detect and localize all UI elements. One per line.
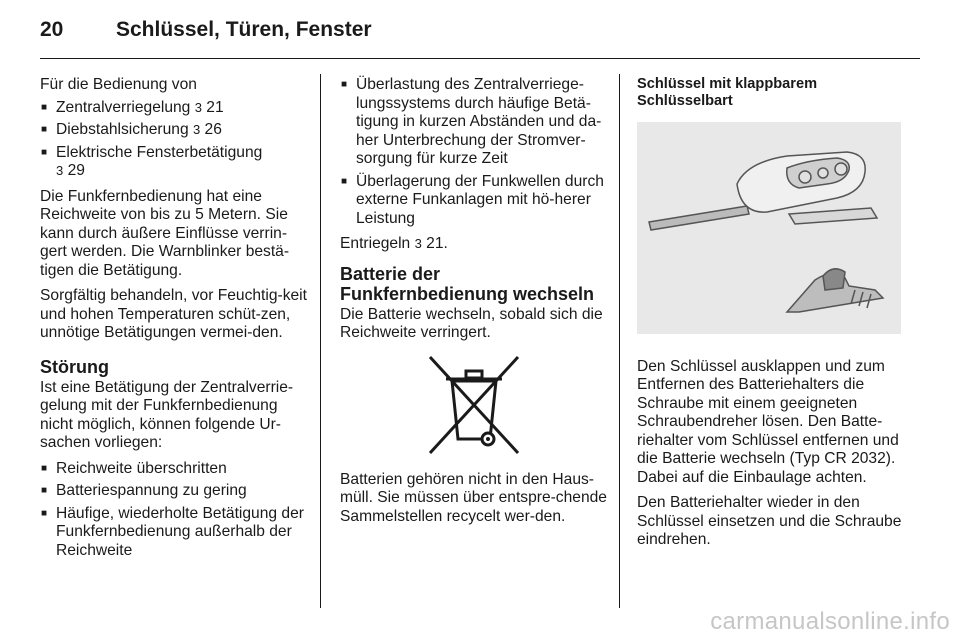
cause-list <box>40 460 312 561</box>
fault-text: Ist eine Betätigung der Zentralverrie-gelung mit der Funkfernbedienung nicht möglich, können folgende Ur-sachen vorliegen: <box>40 378 294 451</box>
care-text: Sorgfältig behandeln, vor Feuchtig-keit und hohen Temperaturen schüt-zen, unnötige Betätigungen vermei-den. <box>40 287 307 341</box>
page-ref-icon: 3 <box>192 122 201 137</box>
page-ref-icon: 3 <box>56 163 64 178</box>
list-item: ■ Überlastung des Zentralverriege-lungssystems durch häufige Betä-tigung in kurzen Abständen und da-her Unterbrechung der Stromver-sorgung für kurze Zeit <box>340 76 608 169</box>
page-header <box>40 18 372 48</box>
page-ref-link[interactable]: 29 <box>67 162 85 179</box>
page-title: Schlüssel, Türen, Fenster <box>116 18 372 41</box>
watermark: carmanualsonline.info <box>710 608 950 635</box>
key-steps-text: Den Schlüssel ausklappen und zum Entfernen des Batteriehalters die Schraube mit einem geeigneten Schraubendreher lösen. Den Batte-riehalter vom Schlüssel entfernen und die Batterie wechseln (Typ CR 2032). Dabei auf die Einbaulage achten. <box>637 357 899 486</box>
page-ref-icon: 3 <box>194 99 202 115</box>
battery-text: Die Batterie wechseln, sobald sich die Reichweite verringert. <box>340 305 603 341</box>
battery-heading: Batterie der Funkfernbedienung wechseln <box>340 263 595 304</box>
column-3 <box>637 76 907 557</box>
key-subheading: Schlüssel mit klappbarem Schlüsselbart <box>637 76 818 109</box>
column-2 <box>340 76 608 533</box>
list-item: ■ Reichweite überschritten <box>40 460 312 479</box>
function-list <box>40 99 312 181</box>
unlock-text: Entriegeln 3 21. <box>340 235 448 252</box>
list-item: ■ Zentralverriegelung 3 21 <box>40 99 312 118</box>
list-item: ■ Häufige, wiederholte Betätigung der Funkfernbedienung außerhalb der Reichweite <box>40 505 312 561</box>
column-divider-2 <box>619 74 620 608</box>
page-number: 20 <box>40 18 64 41</box>
intro-text: Für die Bedienung von <box>40 76 197 93</box>
cause-list-continued <box>340 76 608 228</box>
column-1 <box>40 76 312 567</box>
list-item: ■ Überlagerung der Funkwellen durch externe Funkanlagen mit hö-herer Leistung <box>340 173 608 229</box>
list-item: ■ Elektrische Fensterbetätigung 3 29 <box>40 144 312 181</box>
fault-heading: Störung <box>40 356 109 377</box>
folding-key-illustration <box>637 122 901 334</box>
header-rule <box>40 58 920 59</box>
page-ref-link[interactable]: 26 <box>204 121 222 138</box>
list-item: ■ Batteriespannung zu gering <box>40 482 312 501</box>
reinsert-text: Den Batteriehalter wieder in den Schlüssel einsetzen und die Schraube eindrehen. <box>637 494 902 548</box>
page-ref-link[interactable]: 21. <box>426 235 448 252</box>
disposal-text: Batterien gehören nicht in den Haus-müll. Sie müssen über entspre-chende Sammelstellen recycelt wer-den. <box>340 470 607 525</box>
page-ref-icon: 3 <box>414 236 422 251</box>
column-divider-1 <box>320 74 321 608</box>
list-item: ■ Diebstahlsicherung 3 26 <box>40 121 312 140</box>
page-ref-link[interactable]: 21 <box>206 98 224 116</box>
crossed-bin-icon <box>424 353 524 457</box>
range-text: Die Funkfernbedienung hat eine Reichweite von bis zu 5 Metern. Sie kann durch äußere Einflüsse verrin-gert werden. Die Warnblinker bestä-tigen die Betätigung. <box>40 187 290 279</box>
